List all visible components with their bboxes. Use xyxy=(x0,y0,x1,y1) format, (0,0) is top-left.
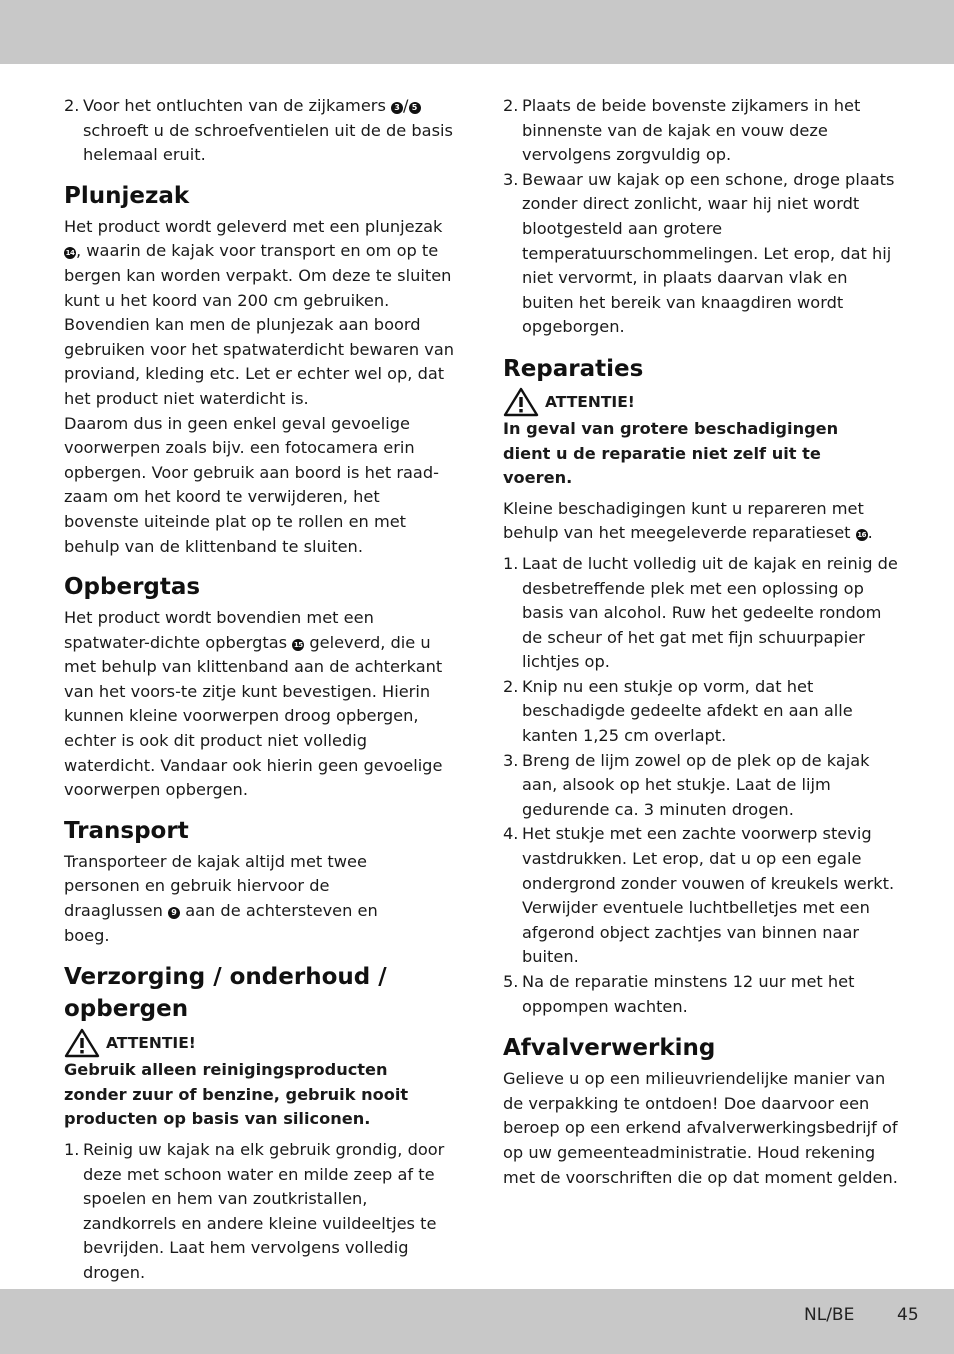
page-number: 45 xyxy=(897,1305,919,1325)
list-item xyxy=(503,970,898,1019)
paragraph-text: Het product wordt geleverd met een plunjezak xyxy=(64,216,443,236)
step-text: Knip nu een stukje op vorm, dat het beschadigde gedeelte afdekt en aan alle kanten 1,25 cm overlapt. xyxy=(522,676,853,746)
plunjezak-paragraph-2: Daarom dus in geen enkel geval gevoelige voorwerpen zoals bijv. een fotocamera erin opbergen. Voor gebruik aan boord is het raad-zaam om het koord te verwijderen, het bovenste uiteinde plat op te rollen en met behulp van de klittenband te sluiten. xyxy=(64,413,439,556)
attention-text: ATTENTIE! xyxy=(106,1034,196,1053)
step-number: 2. xyxy=(64,96,80,115)
reference-number: 14 xyxy=(65,249,75,258)
step-number: 2. xyxy=(503,96,519,115)
step-text: Na de reparatie minstens 12 uur met het oppompen wachten. xyxy=(522,972,855,1016)
step-text-cont: schroeft u de schroefventielen uit de de basis helemaal eruit. xyxy=(83,120,453,165)
attention-label xyxy=(503,387,898,417)
reference-number: 15 xyxy=(293,640,303,649)
step-number: 5. xyxy=(503,972,519,991)
afval-paragraph: Gelieve u op een milieuvriendelijke manier van de verpakking te ontdoen! Doe daarvoor een beroep op een erkend afvalverwerkingsbedrijf of op uw gemeenteadministratie. Houd rekening met de voorschriften die op dat moment gelden. xyxy=(503,1069,898,1187)
list-item xyxy=(503,675,898,749)
storage-step-list xyxy=(503,94,898,340)
header-bar xyxy=(0,0,954,64)
section-title-transport: Transport xyxy=(64,817,189,844)
repair-step-list xyxy=(503,552,898,1019)
step-text: Het stukje met een zachte voorwerp stevig vastdrukken. Let erop, dat u op een egale ondergrond zonder vouwen of kreukels werkt. Verwijder eventuele luchtbelletjes met een afgerond object zachtjes van binnen naar buiten. xyxy=(522,824,895,967)
section-title-reparaties: Reparaties xyxy=(503,355,644,382)
attention-label xyxy=(64,1028,456,1058)
section-title-verzorging: Verzorging / onderhoud / opbergen xyxy=(64,964,387,1023)
list-item xyxy=(64,1138,456,1286)
vent-step-list xyxy=(64,94,456,168)
reference-number: 16 xyxy=(857,531,867,540)
step-number: 3. xyxy=(503,169,519,189)
step-text: Reinig uw kajak na elk gebruik grondig, door deze met schoon water en milde zeep af te spoelen en hem van zoutkristallen, zandkorrels en andere kleine vuildeeltjes te bevrijden. Laat hem vervolgens volledig drogen. xyxy=(83,1140,445,1282)
list-item xyxy=(503,552,898,675)
reference-number: 3 xyxy=(391,102,403,114)
step-text: Laat de lucht volledig uit de kajak en reinig de desbetreffende plek met een oplossing op basis van alcohol. Ruw het gedeelte rondom de scheur of het gat met fijn schuurpapier lichtjes op. xyxy=(522,553,898,672)
step-number: 2. xyxy=(503,676,519,696)
paragraph-text: Het product wordt bovendien met een spatwater-dichte opbergtas xyxy=(64,608,374,652)
attention-text: ATTENTIE! xyxy=(545,392,635,411)
list-item xyxy=(503,822,898,970)
section-title-opbergtas: Opbergtas xyxy=(64,574,201,601)
repair-intro xyxy=(503,497,898,546)
warning-text: In geval van grotere beschadigingen dient u de reparatie niet zelf uit te voeren. xyxy=(503,418,839,488)
step-text: Bewaar uw kajak op een schone, droge plaats zonder direct zonlicht, waar hij niet wordt blootgesteld aan grotere temperatuurschommelingen. Let erop, dat hij niet vervormt, in plaats daarvan vlak en buiten het bereik van knaagdiren wordt opgeborgen. xyxy=(522,169,895,337)
step-number: 3. xyxy=(503,750,519,770)
language-code: NL/BE xyxy=(804,1305,855,1325)
step-text: Voor het ontluchten van de zijkamers xyxy=(83,96,392,115)
list-item xyxy=(503,94,898,168)
footer-bar xyxy=(0,1289,954,1354)
list-item xyxy=(503,168,898,340)
section-title-afvalverwerking: Afvalverwerking xyxy=(503,1035,716,1062)
list-item xyxy=(503,749,898,823)
step-text: Plaats de beide bovenste zijkamers in het binnenste van de kajak en vouw deze vervolgens zorgvuldig op. xyxy=(522,96,861,165)
care-step-list xyxy=(64,1138,456,1286)
warning-triangle-icon xyxy=(64,1028,100,1058)
step-number: 1. xyxy=(64,1140,80,1159)
reference-number: 9 xyxy=(168,907,180,919)
opbergtas-paragraph xyxy=(64,606,456,803)
paragraph-text: geleverd, die u met behulp van klittenband aan de achterkant van het voors-te zitje kunt bevestigen. Hierin kunnen kleine voorwerpen droog opbergen, echter is ook dit product niet volledig waterdicht. Vandaar ook hierin geen gevoelige voorwerpen opbergen. xyxy=(64,632,443,800)
left-column xyxy=(64,94,456,1286)
transport-paragraph xyxy=(64,850,456,948)
list-item xyxy=(64,94,456,168)
right-column xyxy=(503,94,898,1190)
step-text: Breng de lijm zowel op de plek op de kajak aan, alsook op het stukje. Laat de lijm gedurende ca. 3 minuten drogen. xyxy=(522,750,870,819)
reference-separator: / xyxy=(403,96,409,115)
reference-number: 5 xyxy=(409,102,421,114)
step-number: 1. xyxy=(503,553,519,573)
paragraph-text: Kleine beschadigingen kunt u repareren met behulp van het meegeleverde reparatieset xyxy=(503,498,864,543)
warning-text: Gebruik alleen reinigingsproducten zonder zuur of benzine, gebruik nooit producten op basis van siliconen. xyxy=(64,1060,409,1129)
plunjezak-paragraph xyxy=(64,215,456,412)
paragraph-text: aan de achtersteven en boeg. xyxy=(64,901,378,945)
warning-triangle-icon xyxy=(503,387,539,417)
paragraph-text: , waarin de kajak voor transport en om op te bergen kan worden verpakt. Om deze te sluiten kunt u het koord van 200 cm gebruiken. Bovendien kan men de plunjezak aan boord gebruiken voor het spatwaterdicht bewaren van proviand, kleding etc. Let er echter wel op, dat het product niet waterdicht is. xyxy=(64,241,455,408)
step-number: 4. xyxy=(503,824,519,844)
paragraph-text: Transporteer de kajak altijd met twee personen en gebruik hiervoor de draaglussen xyxy=(64,851,367,921)
section-title-plunjezak: Plunjezak xyxy=(64,182,190,209)
paragraph-text: . xyxy=(867,523,873,543)
